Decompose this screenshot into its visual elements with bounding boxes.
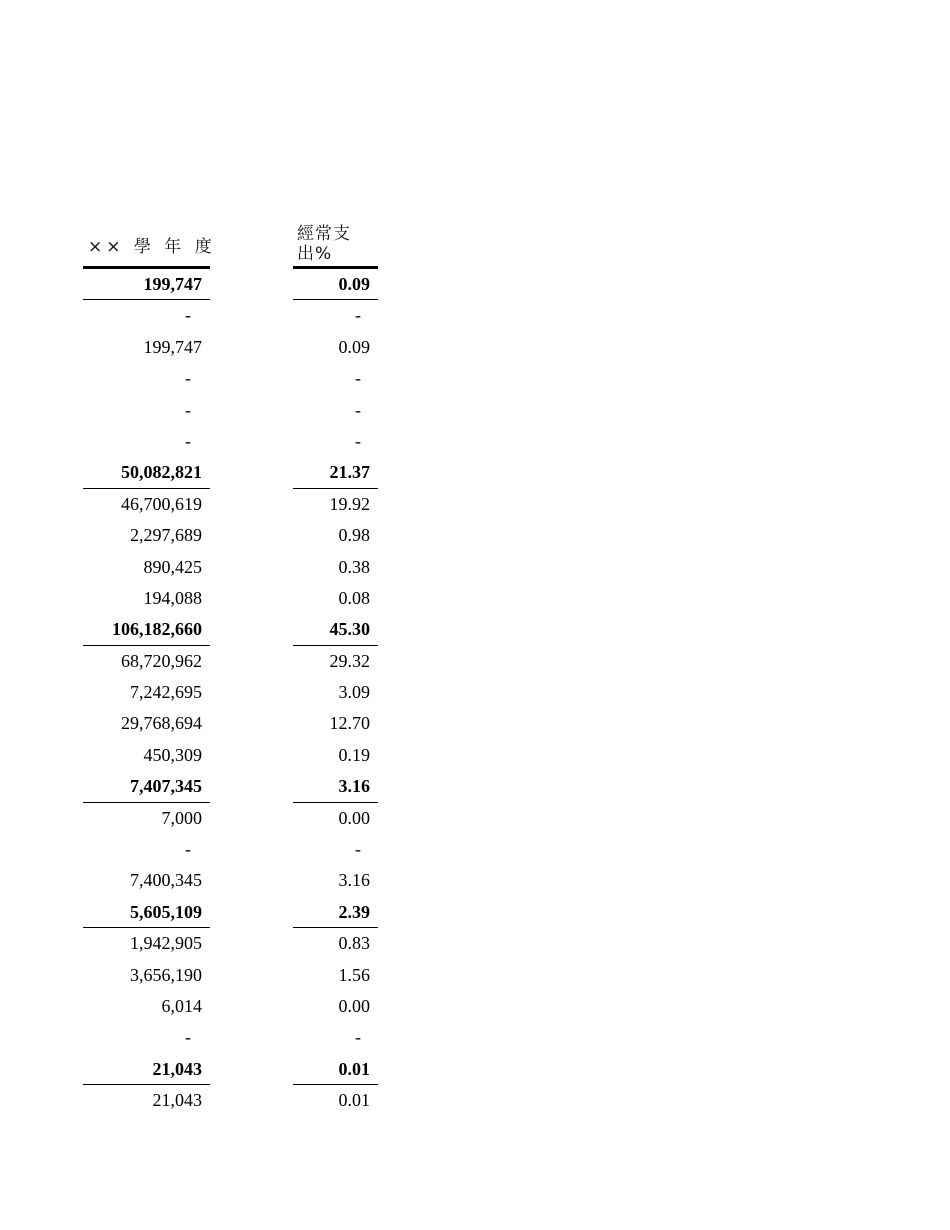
percent-cell: 45.30 [329, 619, 370, 640]
amount-row [83, 865, 210, 896]
percent-cell: 0.01 [338, 1090, 370, 1111]
amount-cell: 890,425 [143, 556, 202, 577]
percent-row [293, 897, 378, 928]
amount-cell: 21,043 [152, 1090, 202, 1111]
percent-cell: 1.56 [338, 964, 370, 985]
amount-cell: - [185, 430, 191, 451]
percent-row [293, 834, 378, 865]
percent-cell: 0.08 [338, 587, 370, 608]
percent-row [293, 1054, 378, 1085]
percent-row [293, 865, 378, 896]
percent-row [293, 646, 378, 677]
amount-row [83, 897, 210, 928]
percent-cell: 3.09 [338, 682, 370, 703]
percent-column-header: 經常支出% [297, 224, 351, 264]
amount-cell: 29,768,694 [121, 713, 202, 734]
amount-row [83, 1022, 210, 1053]
percent-cell: - [355, 399, 361, 420]
percent-row [293, 1085, 378, 1116]
amount-cell: 46,700,619 [121, 493, 202, 514]
percent-cell: 0.98 [338, 525, 370, 546]
percent-row [293, 803, 378, 834]
percent-cell: 3.16 [338, 870, 370, 891]
amount-cell: - [185, 305, 191, 326]
percent-cell: - [355, 1027, 361, 1048]
amount-cell: 6,014 [161, 995, 202, 1016]
percent-row [293, 960, 378, 991]
percent-cell: 0.19 [338, 744, 370, 765]
amount-cell: 1,942,905 [130, 933, 202, 954]
percent-row [293, 332, 378, 363]
percent-row [293, 708, 378, 739]
amount-row [83, 489, 210, 520]
percent-cell: 0.01 [338, 1058, 370, 1079]
amount-cell: 199,747 [143, 336, 202, 357]
percent-cell: 0.83 [338, 933, 370, 954]
amount-row [83, 991, 210, 1022]
percent-cell: 0.09 [338, 336, 370, 357]
amount-row [83, 803, 210, 834]
amount-row [83, 395, 210, 426]
amount-row [83, 646, 210, 677]
percent-row [293, 1022, 378, 1053]
amount-row [83, 960, 210, 991]
percent-cell: 0.38 [338, 556, 370, 577]
percent-cell: 0.00 [338, 995, 370, 1016]
amount-cell: 199,747 [143, 274, 202, 294]
amount-cell: 68,720,962 [121, 650, 202, 671]
amount-cell: 7,407,345 [130, 776, 202, 797]
percent-row [293, 552, 378, 583]
amount-cell: - [185, 1027, 191, 1048]
percent-row [293, 677, 378, 708]
percent-cell: 0.09 [338, 274, 370, 294]
percent-row [293, 457, 378, 488]
amount-row [83, 457, 210, 488]
amount-cell: 194,088 [143, 587, 202, 608]
percent-row [293, 771, 378, 802]
amount-row [83, 928, 210, 959]
percent-row [293, 740, 378, 771]
percent-row [293, 269, 378, 300]
amount-row [83, 614, 210, 645]
percent-cell: 21.37 [329, 462, 370, 483]
amount-cell: 7,400,345 [130, 870, 202, 891]
amount-cell: 21,043 [152, 1058, 202, 1079]
percent-cell: 3.16 [338, 776, 370, 797]
percent-row [293, 363, 378, 394]
amount-row [83, 426, 210, 457]
percent-cell: - [355, 368, 361, 389]
percent-row [293, 489, 378, 520]
amount-cell: 450,309 [143, 744, 202, 765]
percent-row [293, 991, 378, 1022]
amount-column-header: ×× 學 年 度 [88, 237, 216, 257]
percent-row [293, 520, 378, 551]
percent-cell: - [355, 430, 361, 451]
amount-row [83, 363, 210, 394]
amount-cell: 50,082,821 [121, 462, 202, 483]
percent-cell: - [355, 839, 361, 860]
amount-cell: - [185, 368, 191, 389]
percent-cell: - [355, 305, 361, 326]
amount-cell: 7,242,695 [130, 682, 202, 703]
amount-row [83, 552, 210, 583]
amount-cell: 7,000 [161, 807, 202, 828]
percent-cell: 12.70 [329, 713, 370, 734]
amount-row [83, 834, 210, 865]
percent-cell: 2.39 [338, 901, 370, 922]
amount-cell: - [185, 839, 191, 860]
percent-cell: 0.00 [338, 807, 370, 828]
percent-rows [293, 269, 378, 1117]
amount-cell: 3,656,190 [130, 964, 202, 985]
percent-cell: 29.32 [329, 650, 370, 671]
amount-cell: 2,297,689 [130, 525, 202, 546]
percent-row [293, 300, 378, 331]
percent-cell: 19.92 [329, 493, 370, 514]
amount-row [83, 269, 210, 300]
amount-cell: - [185, 399, 191, 420]
amount-row [83, 300, 210, 331]
percent-row [293, 928, 378, 959]
amount-row [83, 583, 210, 614]
amount-row [83, 708, 210, 739]
amount-cell: 106,182,660 [112, 619, 202, 640]
amount-rows [83, 269, 210, 1117]
percent-row [293, 426, 378, 457]
percent-row [293, 614, 378, 645]
amount-row [83, 1085, 210, 1116]
amount-row [83, 520, 210, 551]
amount-row [83, 1054, 210, 1085]
amount-row [83, 771, 210, 802]
amount-row [83, 677, 210, 708]
amount-cell: 5,605,109 [130, 901, 202, 922]
percent-row [293, 395, 378, 426]
amount-row [83, 740, 210, 771]
amount-row [83, 332, 210, 363]
percent-row [293, 583, 378, 614]
